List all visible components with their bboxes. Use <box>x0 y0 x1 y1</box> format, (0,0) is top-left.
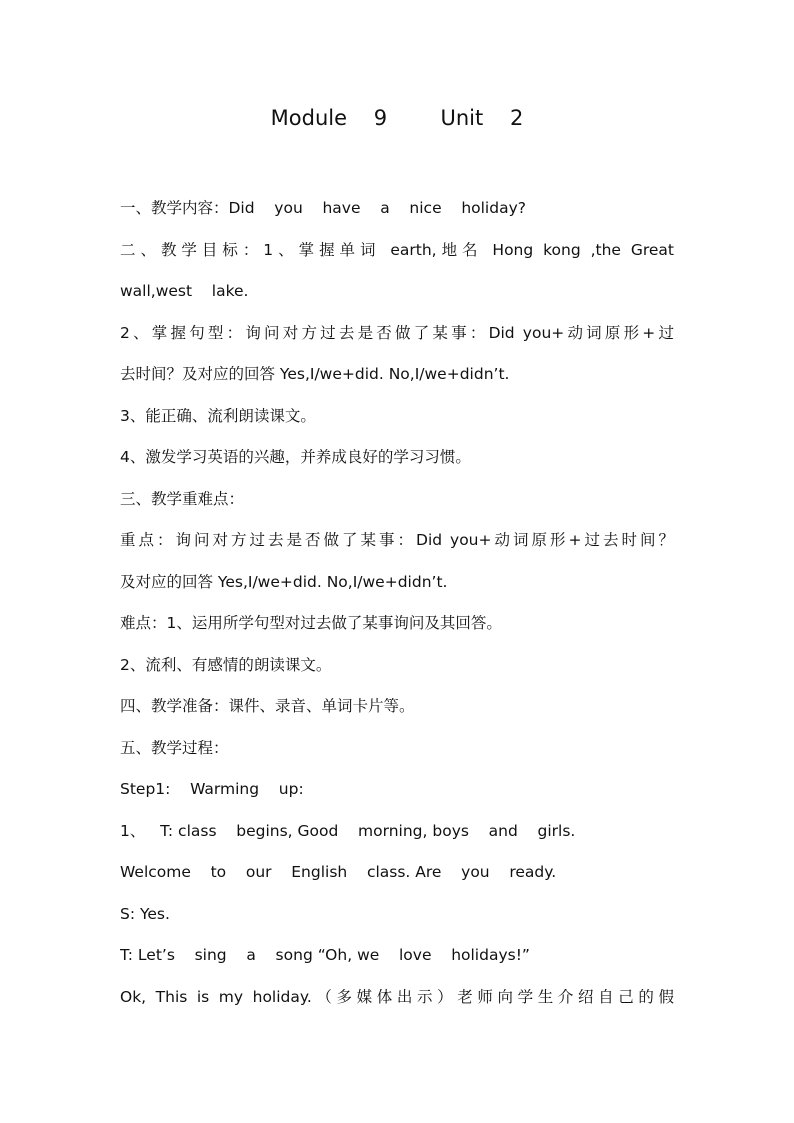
objectives-continued-line: wall,west lake. <box>120 282 249 300</box>
document-title: Module 9 Unit 2 <box>270 106 524 130</box>
procedure-heading: 五、教学过程： <box>120 738 229 757</box>
welcome-line: Welcome to our English class. Are you ready. <box>120 863 557 881</box>
difficulty-2-line: 2、流利、有感情的朗读课文。 <box>120 655 332 674</box>
key-point-continued-line: 及对应的回答 Yes,I/we+did. No,I/we+didn’t. <box>120 572 448 591</box>
preparation-line: 四、教学准备：课件、录音、单词卡片等。 <box>120 697 415 715</box>
objective-2-line: 2、掌握句型：询问对方过去是否做了某事：Did you+动词原形+过 <box>120 323 674 342</box>
holiday-intro-line: Ok, This is my holiday.（多媒体出示）老师向学生介绍自己的假 <box>120 987 674 1006</box>
objective-2-continued-line: 去时间？及对应的回答 Yes,I/we+did. No,I/we+didn’t. <box>120 365 510 383</box>
step1-item-1-line: 1、 T: class begins, Good morning, boys and girls. <box>120 821 576 840</box>
key-point-line: 重点：询问对方过去是否做了某事：Did you+动词原形+过去时间？ <box>120 531 674 549</box>
step1-heading: Step1: Warming up: <box>120 780 304 798</box>
lesson-content-line: 一、教学内容：Did you have a nice holiday? <box>120 199 526 217</box>
objectives-line: 二、教学目标：1、掌握单词 earth,地名 Hong kong ,the Great <box>120 240 674 259</box>
document-body <box>120 188 674 1018</box>
student-reply-line: S: Yes. <box>120 904 170 923</box>
song-line: T: Let’s sing a song “Oh, we love holidays!” <box>120 946 530 964</box>
objective-3-line: 3、能正确、流利朗读课文。 <box>120 406 316 425</box>
difficulty-1-line: 难点：1、运用所学句型对过去做了某事询问及其回答。 <box>120 614 502 632</box>
key-points-heading: 三、教学重难点： <box>120 489 245 508</box>
objective-4-line: 4、激发学习英语的兴趣，并养成良好的学习习惯。 <box>120 448 471 466</box>
